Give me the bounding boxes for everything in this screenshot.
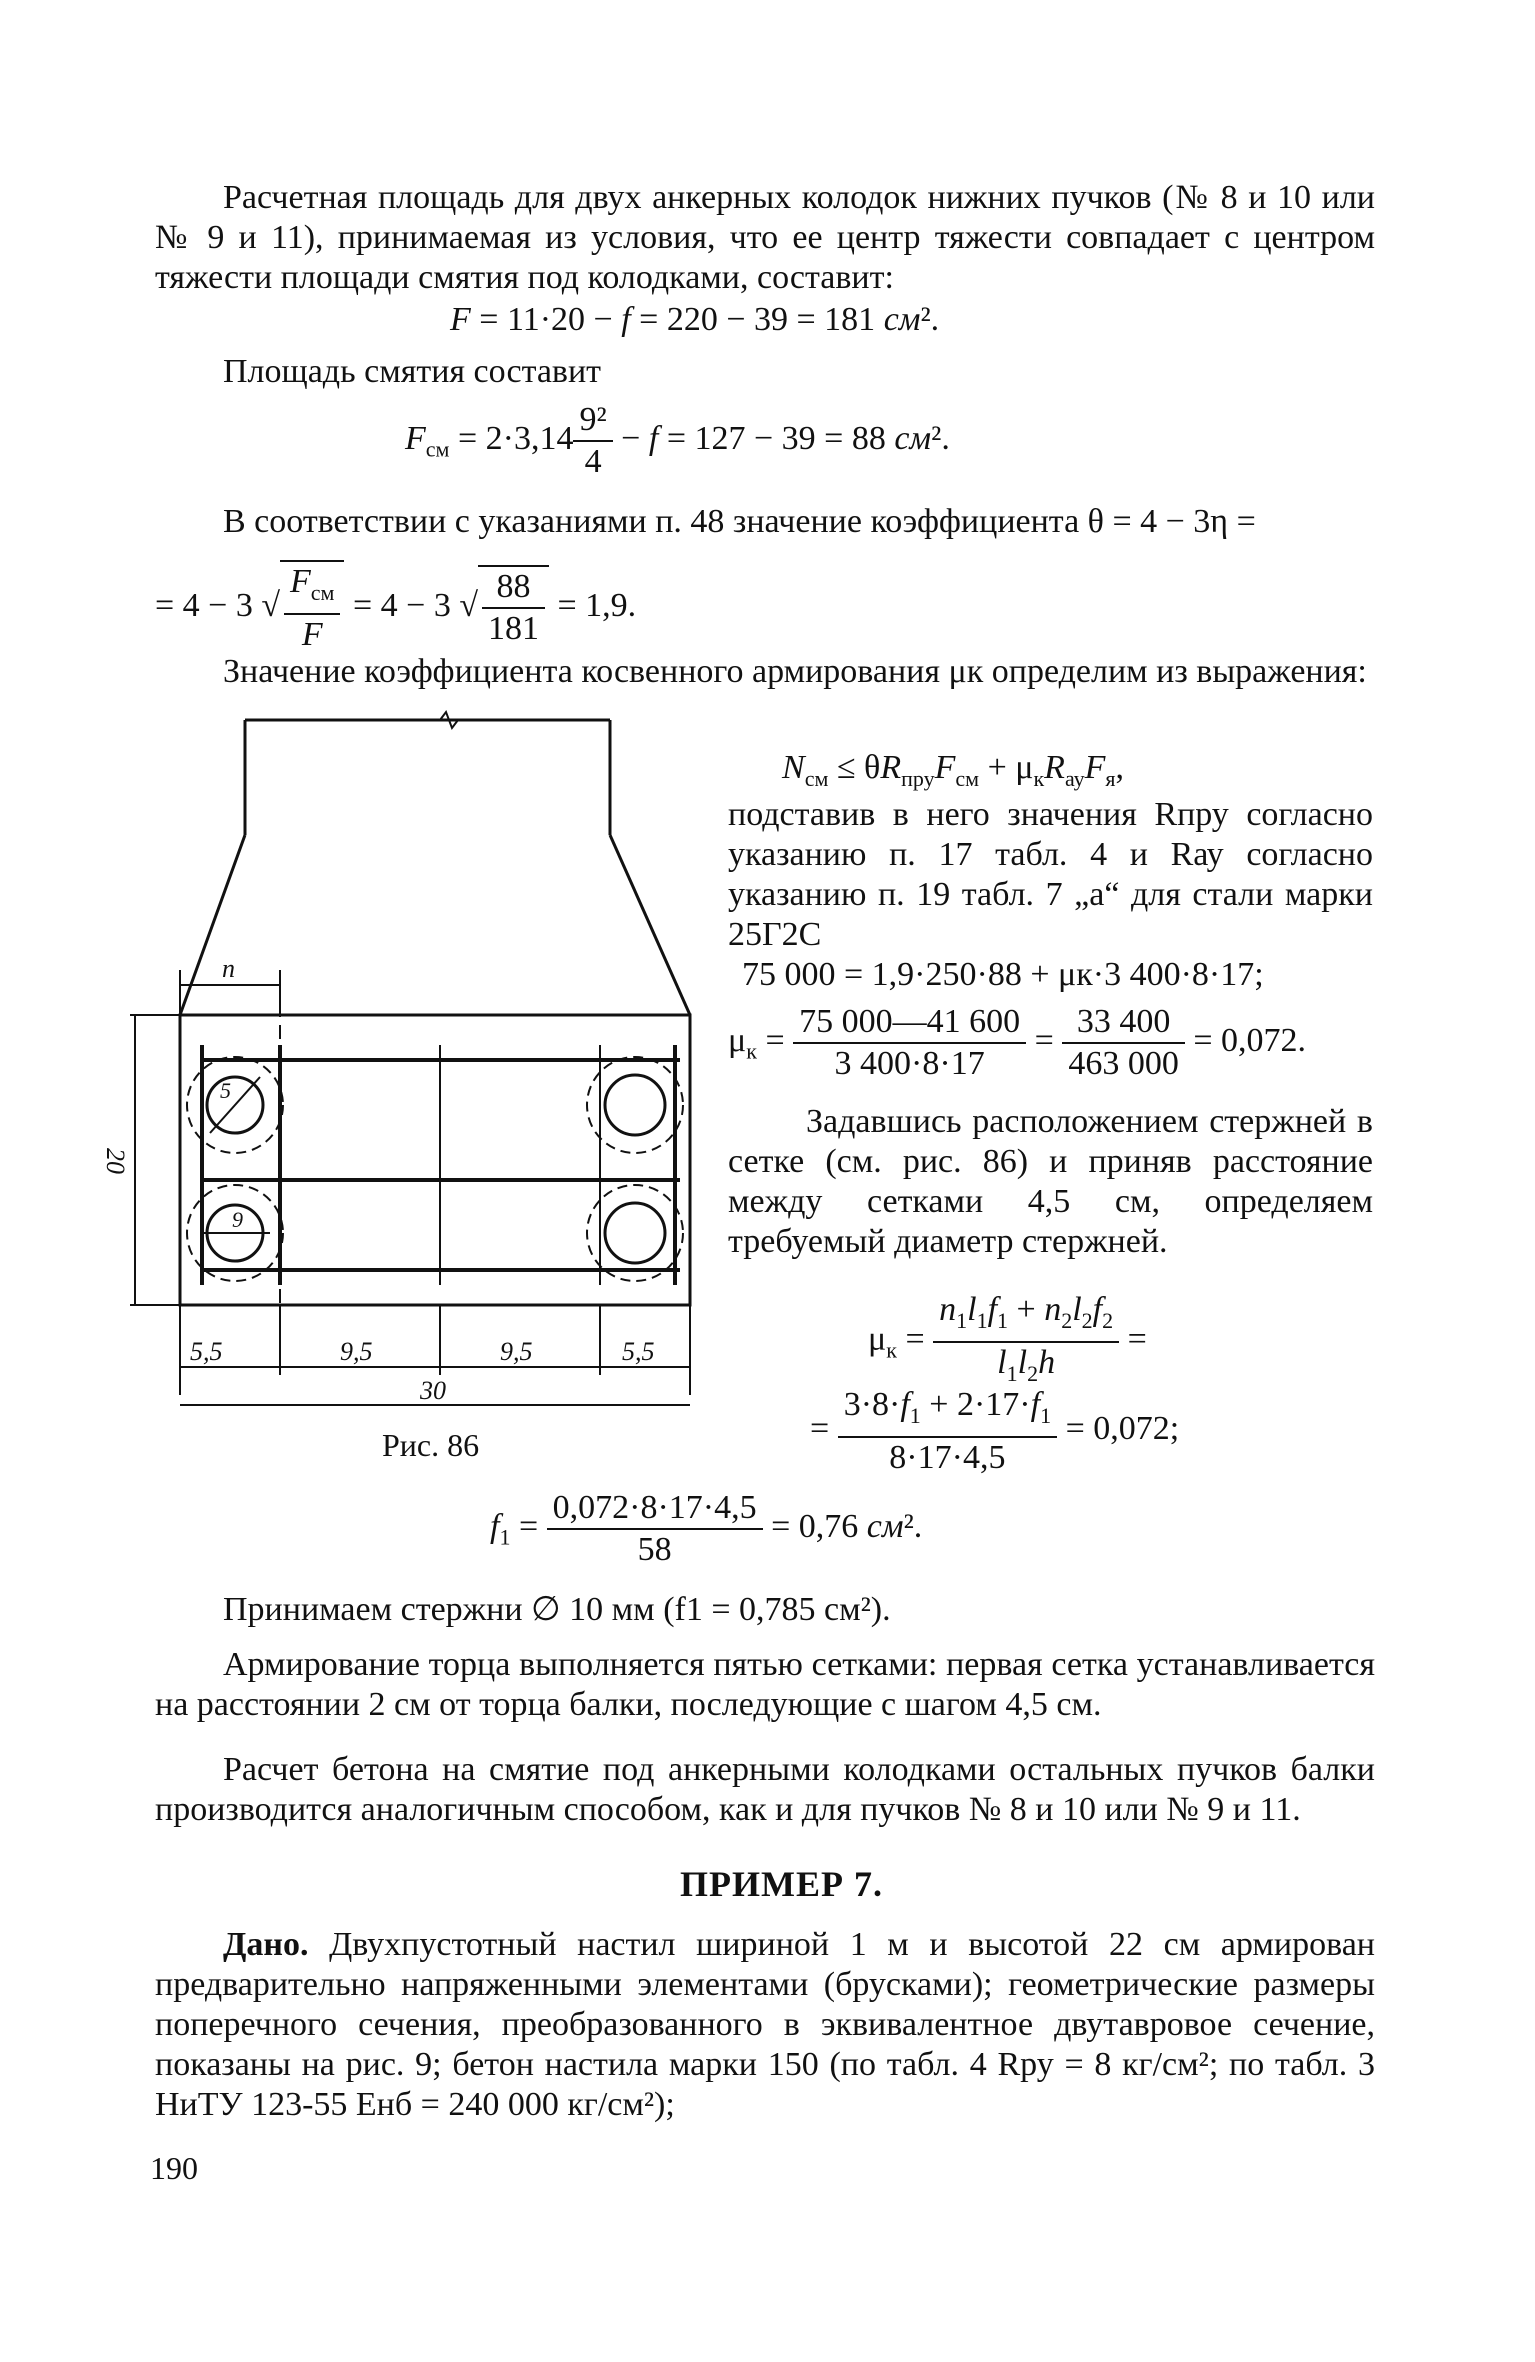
paragraph-3: В соответствии с указаниями п. 48 значение коэффициента θ = 4 − 3η = bbox=[223, 503, 1256, 540]
equation-f1: $f_1$ = $\frac{0,072\cdot 8\cdot 17\cdot 4,5}{58}$ = 0,76 см². bbox=[490, 1489, 923, 1568]
dim-30: 30 bbox=[420, 1376, 446, 1405]
equation-theta: = 4 − 3 √ $\frac{F_{см}}{F}$ = 4 − 3 √ $\frac{88}{181}$ = 1,9. bbox=[155, 560, 636, 655]
dim-9: 9 bbox=[232, 1207, 243, 1232]
paragraph-7: Принимаем стержни ∅ 10 мм (f1 = 0,785 см²). bbox=[223, 1591, 891, 1628]
given-label: Дано. bbox=[223, 1926, 309, 1963]
section-heading: ПРИМЕР 7. bbox=[680, 1864, 883, 1904]
paragraph-9: Расчет бетона на смятие под анкерными колодками остальных пучков балки производится аналогичным способом, как и для пучков № 8 и 10 или № 9 и 11. bbox=[155, 1751, 1375, 1828]
equation-75000: 75 000 = 1,9·250·88 + μк·3 400·8·17; bbox=[742, 956, 1264, 993]
equation-crush-area: $F_{см} = 2\cdot 3,14$ $\frac{\text{9²}}{4}$ − f = 127 − 39 = 88 см². bbox=[405, 401, 950, 480]
dim-5-5-right: 5,5 bbox=[622, 1337, 655, 1366]
paragraph-2: Площадь смятия составит bbox=[223, 353, 602, 390]
equation-mu-numeric: = $\frac{3\cdot 8\cdot f_1 + 2\cdot 17\cdot f_1}{8\cdot 17\cdot 4,5}$ = 0,072; bbox=[810, 1386, 1180, 1476]
dim-5-5-left: 5,5 bbox=[190, 1337, 223, 1366]
equation-inequality: $N_{см} \le \theta R_{пру}F_{см} + \mu_кR_{ау}F_я$, bbox=[782, 749, 1125, 791]
paragraph-10-body: Двухпустотный настил шириной 1 м и высотой 22 см армирован предварительно напряженными элементами (брусками); геометрические размеры поперечного сечения, преобразованного в эквивалентное двутавровое сечение, показаны на рис. 9; бетон настила марки 150 (по табл. 4 Rру = 8 кг/см²; по табл. 3 НиТУ 123-55 Eнб = 240 000 кг/см²); bbox=[155, 1926, 1375, 2123]
dim-5: 5 bbox=[220, 1078, 231, 1103]
paragraph-6: Задавшись расположением стержней в сетке (см. рис. 86) и приняв расстояние между сетками 4,5 см, определяем требуемый диаметр стержней. bbox=[728, 1103, 1373, 1260]
dim-n: n bbox=[222, 954, 235, 983]
page-number: 190 bbox=[150, 2150, 198, 2186]
equation-mu-formula: $\mu_к$ = $\frac{n_1l_1f_1 + n_2l_2f_2}{l_1l_2h}$ = bbox=[868, 1291, 1147, 1386]
paragraph-4: Значение коэффициента косвенного армирования μк определим из выражения: bbox=[223, 653, 1367, 690]
dim-9-5-left: 9,5 bbox=[340, 1337, 373, 1366]
dim-20: 20 bbox=[101, 1148, 130, 1174]
figure-86 bbox=[101, 715, 700, 1460]
paragraph-10 bbox=[155, 1925, 1375, 2125]
equation-mu: $\mu_к$ = $\frac{75 000—41 600}{3 400\cdot 8\cdot 17}$ = $\frac{33 400}{463 000}$ = 0,072. bbox=[728, 1003, 1306, 1082]
paragraph-1: Расчетная площадь для двух анкерных колодок нижних пучков (№ 8 и 10 или № 9 и 11), принимаемая из условия, что ее центр тяжести совпадает с центром тяжести площади смятия под колодками, составит: bbox=[155, 179, 1375, 296]
dim-9-5-right: 9,5 bbox=[500, 1337, 533, 1366]
paragraph-8: Армирование торца выполняется пятью сетками: первая сетка устанавливается на расстоянии 2 см от торца балки, последующие с шагом 4,5 см. bbox=[155, 1646, 1375, 1723]
paragraph-5: подставив в него значения Rпру согласно указанию п. 17 табл. 4 и Rау согласно указанию п. 19 табл. 7 „а“ для стали марки 25Г2С bbox=[728, 796, 1373, 953]
figure-caption: Рис. 86 bbox=[382, 1427, 480, 1463]
equation-area: F = 11·20 − f = 220 − 39 = 181 см². bbox=[450, 301, 940, 338]
